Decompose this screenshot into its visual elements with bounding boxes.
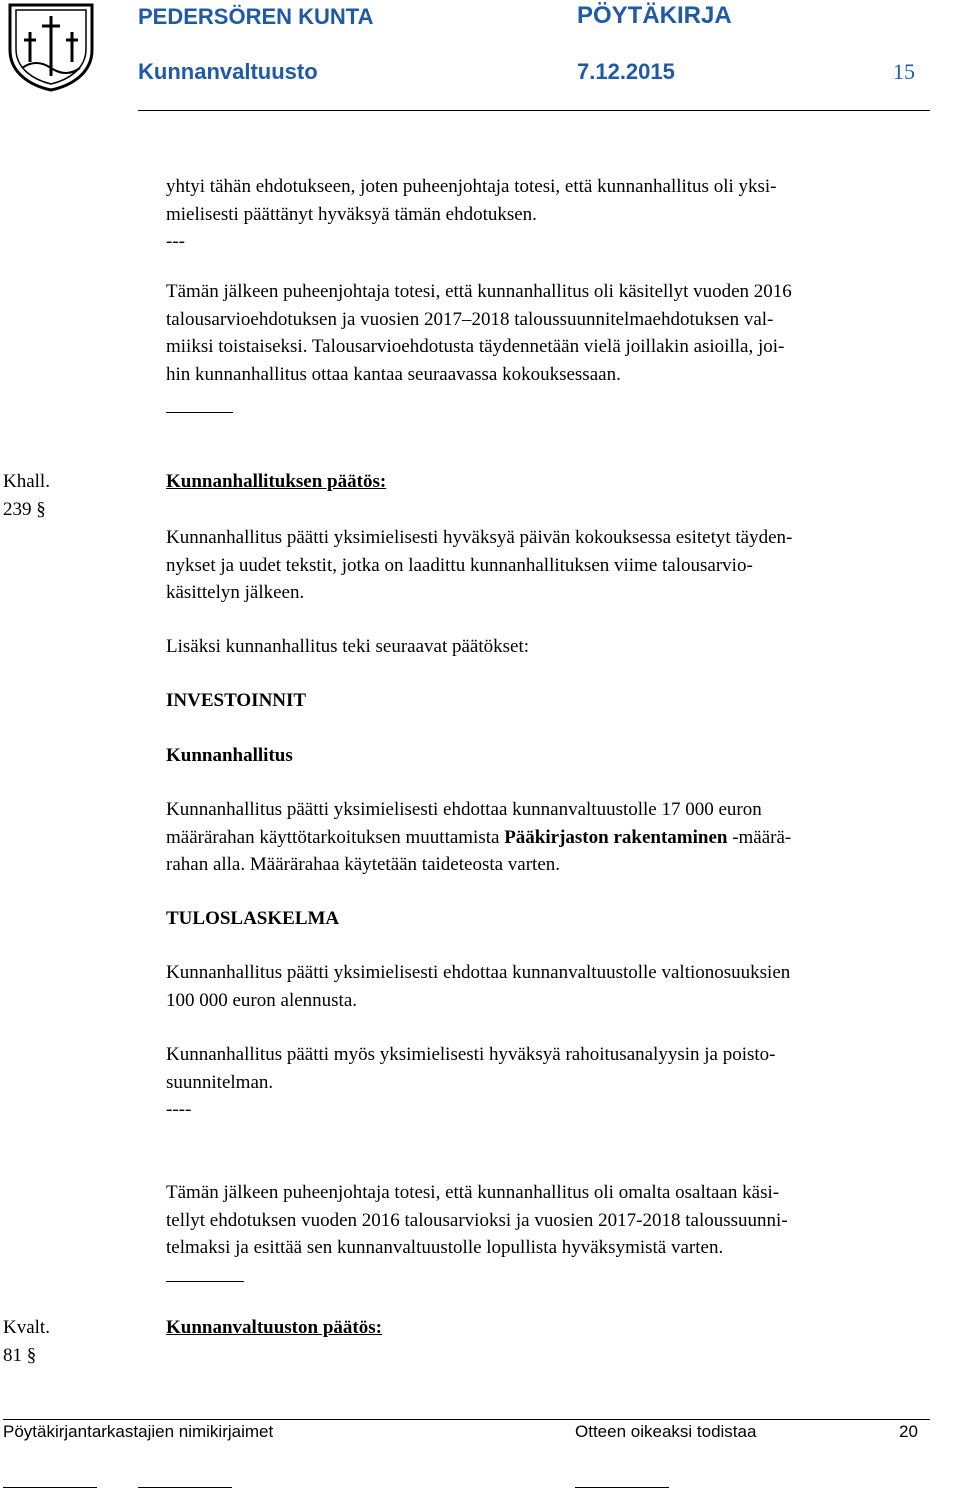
text-line: Tämän jälkeen puheenjohtaja totesi, että kunnanhallitus oli käsitellyt vuoden 2016 <box>166 281 792 302</box>
header-rule <box>138 110 930 111</box>
text-line: mielisesti päättänyt hyväksyä tämän ehdotuksen. <box>166 203 537 225</box>
text-run: määrärahan käyttötarkoituksen muuttamista <box>166 826 505 848</box>
signature-line <box>138 1487 232 1488</box>
text-line: käsittelyn jälkeen. <box>166 582 305 603</box>
heading-kunnanhallitus: Kunnanhallitus <box>166 745 293 766</box>
khall-label: Khall. <box>3 471 50 492</box>
paragraph-1 <box>166 173 777 228</box>
footer-page-number: 20 <box>899 1422 918 1441</box>
kvalt-label: Kvalt. <box>3 1317 50 1338</box>
khall-reference <box>3 468 50 523</box>
text-line: miiksi toistaiseksi. Talousarvioehdotusta täydennetään vielä joillakin asioilla, joi- <box>166 336 785 357</box>
paragraph-7 <box>166 1041 776 1096</box>
text-line: Kunnanhallitus päätti yksimielisesti ehdottaa kunnanvaltuustolle 17 000 euron <box>166 799 762 820</box>
section-end-line <box>166 412 233 413</box>
heading-tuloslaskelma: TULOSLASKELMA <box>166 908 340 929</box>
text-line: rahan alla. Määrärahaa käytetään taideteosta varten. <box>166 854 561 875</box>
paragraph-5 <box>166 796 791 879</box>
text-line: Kunnanhallitus päätti yksimielisesti ehdottaa kunnanvaltuustolle valtionosuuksien <box>166 962 791 983</box>
page-number: 15 <box>893 59 915 84</box>
coat-of-arms-logo <box>6 2 96 92</box>
text-line: yhtyi tähän ehdotukseen, joten puheenjohtaja totesi, että kunnanhallitus oli yksi- <box>166 176 777 197</box>
paragraph-2 <box>166 278 792 388</box>
municipality-name: PEDERSÖREN KUNTA <box>138 4 374 29</box>
text-line: Kunnanhallitus päätti myös yksimielisesti hyväksyä rahoitusanalyysin ja poisto- <box>166 1044 776 1065</box>
text-line: telmaksi ja esittää sen kunnanvaltuustolle lopullista hyväksymistä varten. <box>166 1237 724 1258</box>
text-line: 100 000 euron alennusta. <box>166 989 358 1011</box>
paragraph-4: Lisäksi kunnanhallitus teki seuraavat päätökset: <box>166 636 530 657</box>
section-end-line <box>166 1281 244 1282</box>
paragraph-8 <box>166 1179 788 1262</box>
meeting-body: Kunnanvaltuusto <box>138 59 318 84</box>
text-line: Tämän jälkeen puheenjohtaja totesi, että kunnanhallitus oli omalta osaltaan käsi- <box>166 1182 780 1203</box>
kvalt-number: 81 § <box>3 1344 37 1366</box>
document-type: PÖYTÄKIRJA <box>577 2 732 29</box>
signature-line <box>575 1487 669 1488</box>
text-line: nykset ja uudet tekstit, jotka on laadittu kunnanhallituksen viime talousarvio- <box>166 554 753 576</box>
footer-initials-label: Pöytäkirjantarkastajien nimikirjaimet <box>3 1422 274 1441</box>
text-line: tellyt ehdotuksen vuoden 2016 talousarvioksi ja vuosien 2017-2018 taloussuunni- <box>166 1209 788 1231</box>
text-line <box>166 824 791 852</box>
paragraph-3 <box>166 524 792 607</box>
project-name: Pääkirjaston rakentaminen <box>504 826 728 848</box>
meeting-date: 7.12.2015 <box>577 59 675 84</box>
text-line: Kunnanhallitus päätti yksimielisesti hyväksyä päivän kokouksessa esitetyt täyden- <box>166 527 793 548</box>
paragraph-6 <box>166 959 790 1014</box>
separator-1: --- <box>166 231 185 252</box>
text-line: suunnitelman. <box>166 1071 274 1093</box>
heading-investoinnit: INVESTOINNIT <box>166 690 307 711</box>
footer-rule <box>3 1419 930 1420</box>
kvalt-decision-title: Kunnanvaltuuston päätös: <box>166 1317 382 1338</box>
municipal-coat-of-arms-icon <box>6 2 96 92</box>
footer-certify-label: Otteen oikeaksi todistaa <box>575 1422 757 1441</box>
separator-2: ---- <box>166 1099 192 1120</box>
text-line: talousarvioehdotuksen ja vuosien 2017–2018 taloussuunnitelmaehdotuksen val- <box>166 308 774 330</box>
khall-number: 239 § <box>3 498 46 520</box>
text-line: hin kunnanhallitus ottaa kantaa seuraavassa kokouksessaan. <box>166 363 621 385</box>
signature-line <box>3 1487 97 1488</box>
kvalt-reference <box>3 1314 50 1369</box>
khall-decision-title: Kunnanhallituksen päätös: <box>166 471 387 492</box>
text-run: -määrä- <box>727 826 792 848</box>
